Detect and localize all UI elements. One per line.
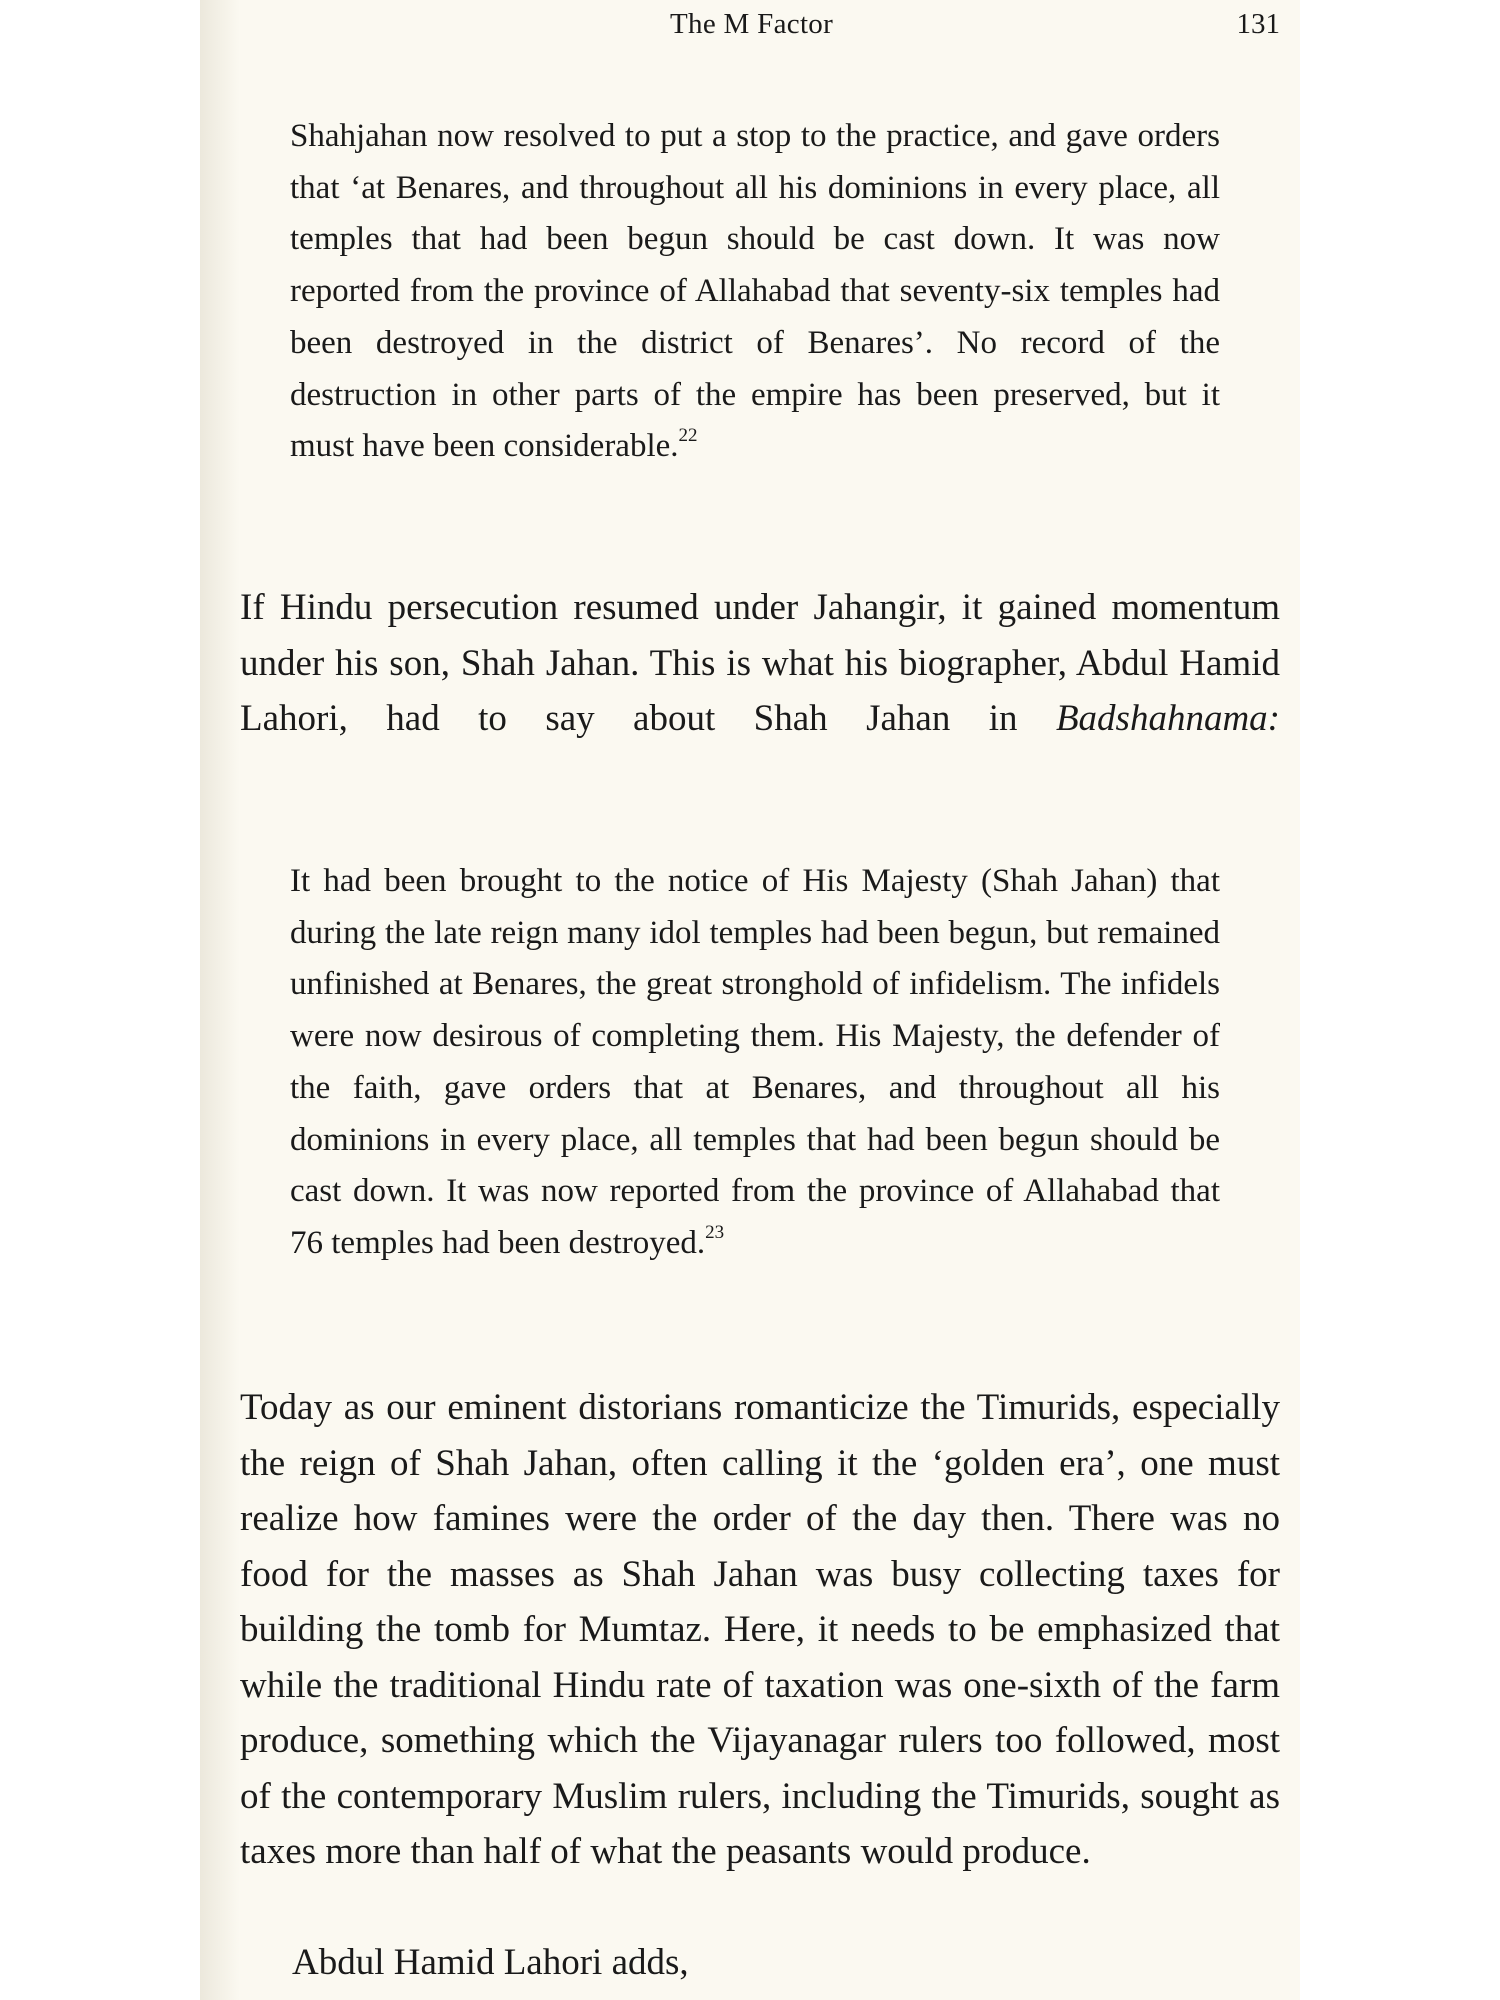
running-head xyxy=(200,8,1300,48)
block-quote-lahori xyxy=(290,856,1220,1274)
footnote-marker: 23 xyxy=(705,1221,725,1243)
book-title-badshahnama: Badshahnama: xyxy=(1055,698,1280,739)
running-title: The M Factor xyxy=(670,8,834,40)
block-quote-text: It had been brought to the notice of His Majesty (Shah Jahan) that during the late reign many idol temples had been begun, but remained unfinished at Benares, the great stronghold of infidelism. The infidels were now desirous of completing them. His Majesty, the defender of the faith, gave orders that at Benares, and throughout all his dominions in every place, all temples that had been begun should be cast down. It was now reported from the province of Allahabad that 76 temples had been destroyed. xyxy=(290,863,1220,1261)
paragraph-text: Abdul Hamid Lahori adds, xyxy=(292,1942,689,1983)
book-page xyxy=(200,0,1300,2000)
footnote-marker: 22 xyxy=(678,425,698,447)
gutter-shadow xyxy=(200,0,240,2000)
paragraph-text: Today as our eminent distorians romanticize the Timurids, especially the reign of Shah Jahan, often calling it the ‘golden era’, one must realize how famines were the order of the day then. There was no food for the masses as Shah Jahan was busy collecting taxes for building the tomb for Mumtaz. Here, it needs to be emphasized that while the traditional Hindu rate of taxation was one-sixth of the farm produce, something which the Vijayanagar rulers too followed, most of the contemporary Muslim rulers, including the Timurids, sought as taxes more than half of what the peasants would produce. xyxy=(240,1387,1280,1872)
paragraph-famines-taxation xyxy=(240,1380,1280,1880)
page-number: 131 xyxy=(1236,8,1280,40)
paragraph-text: If Hindu persecution resumed under Jahangir, it gained momentum under his son, Shah Jahan. This is what his biographer, Abdul Hamid Lahori, had to say about Shah Jahan in xyxy=(240,587,1280,739)
paragraph-persecution xyxy=(240,580,1280,747)
block-quote-shahjahan-orders xyxy=(290,111,1220,477)
paragraph-lahori-adds xyxy=(240,1935,1280,1991)
block-quote-text: Shahjahan now resolved to put a stop to the practice, and gave orders that ‘at Benares, and throughout all his dominions in every place, all temples that had been begun should be cast down. It was now reported from the province of Allahabad that seventy-six temples had been destroyed in the district of Benares’. No record of the destruction in other parts of the empire has been preserved, but it must have been considerable. xyxy=(290,118,1220,465)
